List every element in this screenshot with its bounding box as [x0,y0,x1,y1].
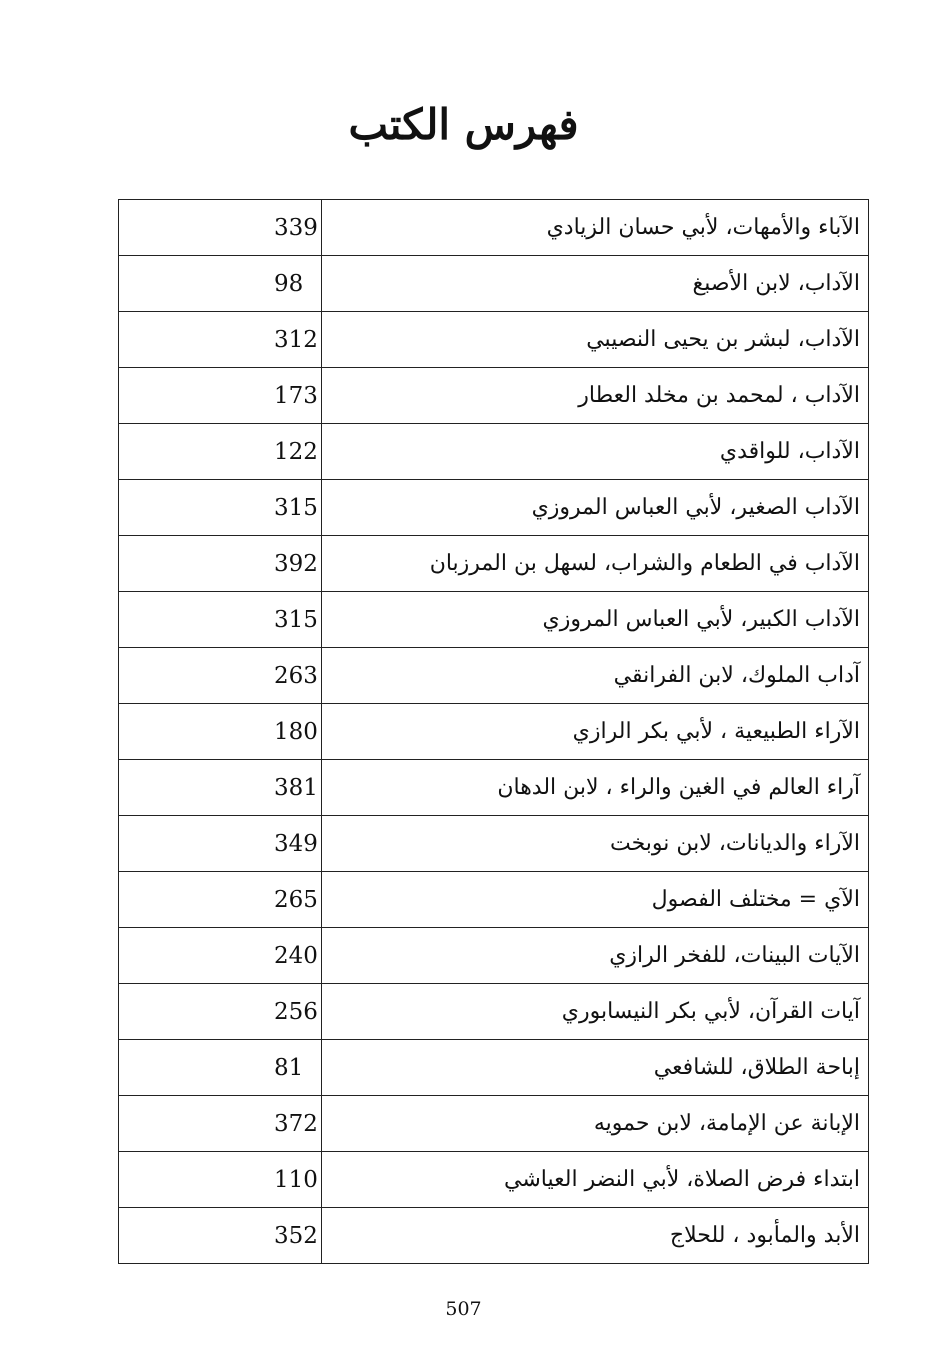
index-row [119,368,869,424]
book-title: الآيات البينات، للفخر الرازي [322,928,869,984]
page-reference: 98 [119,256,322,312]
book-title: إباحة الطلاق، للشافعي [322,1040,869,1096]
book-title: الآداب الصغير، لأبي العباس المروزي [322,480,869,536]
book-title: الآي = مختلف الفصول [322,872,869,928]
page-title: فهرس الكتب [348,100,579,149]
page-reference: 312 [119,312,322,368]
index-row [119,872,869,928]
index-row [119,592,869,648]
book-title: الآباء والأمهات، لأبي حسان الزيادي [322,200,869,256]
index-row [119,1208,869,1264]
book-title: آيات القرآن، لأبي بكر النيسابوري [322,984,869,1040]
index-row [119,200,869,256]
index-row [119,536,869,592]
book-title: الآداب، لابن الأصبغ [322,256,869,312]
page-reference: 263 [119,648,322,704]
book-title: الإبانة عن الإمامة، لابن حمويه [322,1096,869,1152]
page-reference: 315 [119,592,322,648]
page-reference: 339 [119,200,322,256]
index-row [119,424,869,480]
page-reference: 180 [119,704,322,760]
index-row [119,1152,869,1208]
index-body [119,200,869,1264]
index-row [119,256,869,312]
book-title: آراء العالم في الغين والراء ، لابن الدهان [322,760,869,816]
page-reference: 381 [119,760,322,816]
page-reference: 110 [119,1152,322,1208]
book-title: الآداب ، لمحمد بن مخلد العطار [322,368,869,424]
index-row [119,480,869,536]
page-reference: 256 [119,984,322,1040]
book-title: الآداب في الطعام والشراب، لسهل بن المرزبان [322,536,869,592]
book-title: الأبد والمأبود ، للحلاج [322,1208,869,1264]
page-reference: 240 [119,928,322,984]
page-reference: 372 [119,1096,322,1152]
book-title: آداب الملوك، لابن الفرانقي [322,648,869,704]
page-reference: 315 [119,480,322,536]
book-index-table [118,199,869,1264]
index-row [119,816,869,872]
page-reference: 81 [119,1040,322,1096]
page-reference: 392 [119,536,322,592]
index-row [119,704,869,760]
book-title: ابتداء فرض الصلاة، لأبي النضر العياشي [322,1152,869,1208]
index-row [119,1096,869,1152]
page-number: 507 [445,1298,482,1320]
index-row [119,648,869,704]
book-title: الآداب، للواقدي [322,424,869,480]
book-title: الآراء والديانات، لابن نوبخت [322,816,869,872]
book-title: الآداب الكبير، لأبي العباس المروزي [322,592,869,648]
index-row [119,928,869,984]
index-row [119,312,869,368]
page-reference: 173 [119,368,322,424]
book-title: الآراء الطبيعية ، لأبي بكر الرازي [322,704,869,760]
index-row [119,984,869,1040]
index-row [119,760,869,816]
index-row [119,1040,869,1096]
page-reference: 122 [119,424,322,480]
page-reference: 352 [119,1208,322,1264]
page-reference: 265 [119,872,322,928]
page-reference: 349 [119,816,322,872]
book-title: الآداب، لبشر بن يحيى النصيبي [322,312,869,368]
